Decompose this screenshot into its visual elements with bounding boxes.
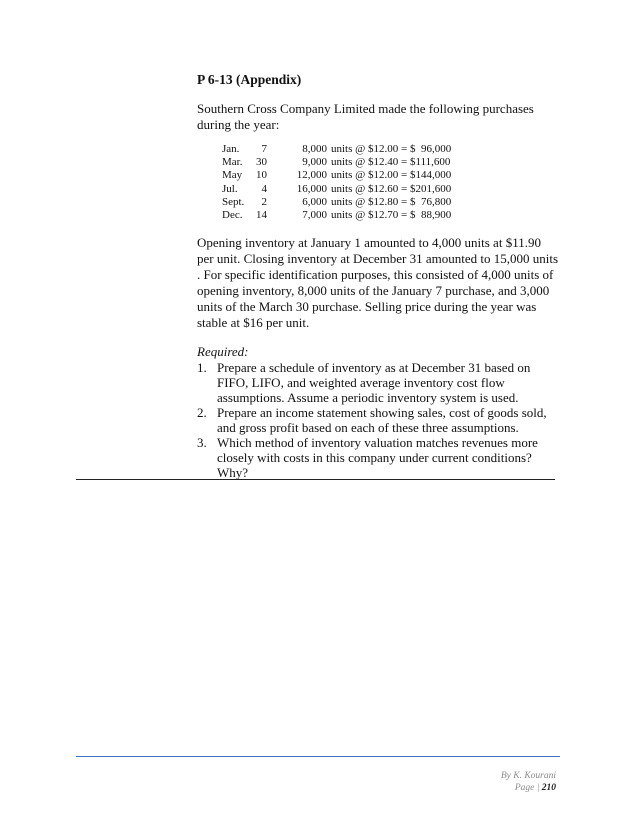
purchase-calc: units @ $12.40 = $111,600 bbox=[331, 156, 451, 169]
section-divider bbox=[76, 479, 555, 480]
list-item bbox=[197, 360, 559, 405]
page-footer bbox=[501, 770, 556, 794]
purchase-day: 14 bbox=[256, 209, 267, 222]
problem-title: P 6-13 (Appendix) bbox=[197, 72, 302, 87]
purchase-month: Sept. bbox=[222, 195, 245, 208]
problem-details: Opening inventory at January 1 amounted to 4,000 units at $11.90 per unit. Closing inventory at December 31 amounted to 15,000 units . For specific identification purposes, this consisted of 4,000 units of opening inventory, 8,000 units of the January 7 purchase, and 3,000 units of the March 30 purchase. Selling price during the year was stable at $16 per unit. bbox=[197, 235, 559, 331]
footer-author: By K. Kourani bbox=[500, 771, 556, 781]
purchase-calc: units @ $12.00 = $144,000 bbox=[331, 169, 452, 182]
purchase-row bbox=[222, 209, 559, 222]
purchase-day: 30 bbox=[256, 156, 267, 169]
page-number: 210 bbox=[541, 783, 556, 793]
item-number: 3. bbox=[197, 435, 207, 451]
purchase-day: 4 bbox=[261, 182, 267, 195]
purchase-day: 7 bbox=[261, 143, 267, 155]
purchase-row bbox=[222, 196, 559, 209]
requirements-list bbox=[197, 360, 559, 480]
purchases-list bbox=[222, 143, 559, 222]
purchase-row bbox=[222, 156, 559, 169]
purchase-units: 12,000 bbox=[296, 169, 327, 182]
item-text: Which method of inventory valuation matches revenues more closely with costs in this company under current conditions? Why? bbox=[217, 435, 538, 481]
purchase-calc: units @ $12.70 = $ 88,900 bbox=[331, 209, 452, 222]
problem-section bbox=[197, 72, 559, 480]
purchase-month: Dec. bbox=[222, 209, 243, 222]
purchase-day: 10 bbox=[256, 169, 267, 182]
purchase-row bbox=[222, 169, 559, 182]
purchase-units: 8,000 bbox=[302, 143, 327, 155]
list-item bbox=[197, 435, 559, 480]
item-number: 1. bbox=[197, 360, 207, 376]
purchase-row bbox=[222, 183, 559, 196]
footer-divider bbox=[76, 756, 560, 757]
purchase-units: 9,000 bbox=[302, 156, 327, 169]
footer-page bbox=[501, 782, 556, 794]
purchase-calc: units @ $12.60 = $201,600 bbox=[331, 182, 452, 195]
purchase-month: May bbox=[222, 169, 243, 182]
purchase-units: 7,000 bbox=[302, 209, 327, 222]
purchase-row bbox=[222, 143, 559, 156]
item-number: 2. bbox=[197, 405, 207, 421]
purchase-month: Jan. bbox=[222, 143, 240, 155]
purchase-day: 2 bbox=[261, 195, 267, 208]
required-label: Required: bbox=[197, 344, 249, 360]
purchase-calc: units @ $12.80 = $ 76,800 bbox=[331, 195, 452, 208]
purchase-units: 6,000 bbox=[302, 195, 327, 208]
purchase-month: Mar. bbox=[222, 156, 243, 169]
item-text: Prepare an income statement showing sales, cost of goods sold, and gross profit based on each of these three assumptions. bbox=[217, 405, 547, 436]
list-item bbox=[197, 405, 559, 435]
problem-intro: Southern Cross Company Limited made the following purchases during the year: bbox=[197, 101, 534, 132]
purchase-units: 16,000 bbox=[296, 182, 327, 195]
item-text: Prepare a schedule of inventory as at December 31 based on FIFO, LIFO, and weighted average inventory cost flow assumptions. Assume a periodic inventory system is used. bbox=[217, 360, 531, 406]
purchase-calc: units @ $12.00 = $ 96,000 bbox=[331, 143, 452, 155]
purchase-month: Jul. bbox=[222, 182, 238, 195]
page-label: Page | bbox=[514, 783, 540, 793]
